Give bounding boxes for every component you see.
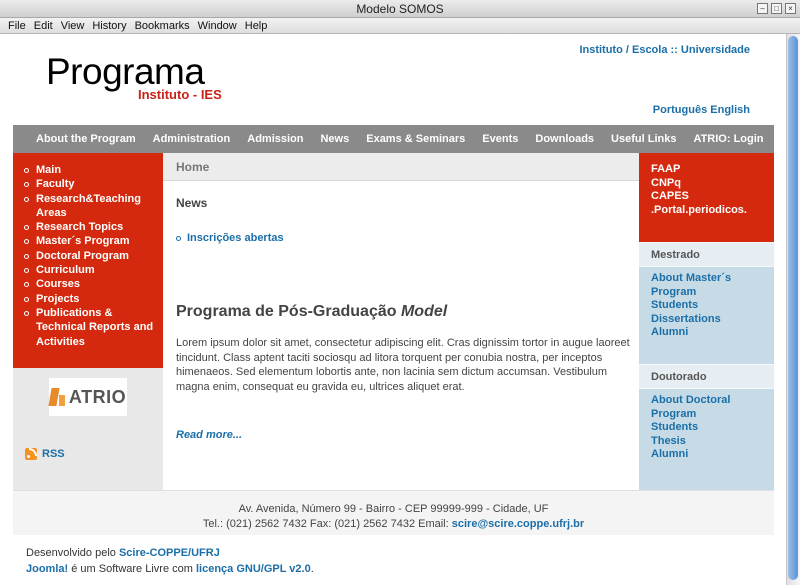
right-sidebar: [639, 153, 774, 490]
credits-line-2: [26, 561, 314, 577]
mestrado-heading: Mestrado: [639, 242, 774, 267]
menu-window[interactable]: Window: [197, 20, 237, 32]
left-menu-item[interactable]: [21, 220, 163, 234]
bullet-icon: [24, 182, 29, 187]
scrollbar-thumb[interactable]: [788, 36, 798, 580]
breadcrumb: Home: [163, 153, 639, 181]
doutorado-students-link[interactable]: Students: [651, 421, 699, 433]
credits-line-1: [26, 545, 314, 561]
left-menu-item[interactable]: [21, 306, 163, 349]
atrio-banner[interactable]: [49, 378, 127, 416]
left-menu-item[interactable]: [21, 177, 163, 191]
news-heading: News: [176, 196, 208, 210]
left-sidebar: [13, 153, 163, 490]
bullet-icon: [24, 254, 29, 259]
menu-edit[interactable]: Edit: [33, 20, 53, 32]
nav-news[interactable]: News: [320, 133, 350, 145]
bullet-icon: [24, 239, 29, 244]
bullet-icon: [24, 225, 29, 230]
bullet-icon: [176, 236, 181, 241]
read-more-link[interactable]: Read more...: [176, 429, 243, 441]
minimize-icon[interactable]: –: [757, 3, 768, 14]
nav-about-program[interactable]: About the Program: [36, 133, 136, 145]
doutorado-alumni-link[interactable]: Alumni: [651, 448, 689, 460]
credits-scire-link[interactable]: Scire-COPPE/UFRJ: [118, 547, 220, 559]
main-nav: [13, 125, 774, 153]
menubar: [0, 18, 800, 34]
page-footer: [13, 490, 774, 535]
bullet-icon: [24, 282, 29, 287]
atrio-logo-text: ATRIO: [68, 386, 127, 407]
rss-link[interactable]: RSS: [42, 448, 65, 460]
bullet-icon: [24, 297, 29, 302]
left-menu-item[interactable]: [21, 234, 163, 248]
doutorado-links: [639, 389, 774, 462]
link-universidade[interactable]: Universidade: [680, 44, 750, 56]
menu-help[interactable]: Help: [244, 20, 268, 32]
mestrado-links: [639, 267, 774, 340]
doutorado-about-link[interactable]: About Doctoral Program: [651, 394, 731, 420]
credits-license-text: é um Software Livre com: [71, 563, 193, 575]
left-menu: [13, 153, 163, 368]
rss-feed: [25, 448, 65, 460]
browser-viewport: [0, 34, 800, 585]
nav-downloads[interactable]: Downloads: [535, 133, 595, 145]
bullet-icon: [24, 197, 29, 202]
menu-view[interactable]: View: [60, 20, 85, 32]
article-body: Lorem ipsum dolor sit amet, consectetur adipiscing elit. Cras dignissim tortor in augue laoreet tincidunt. Class aptent taciti sociosqu ad litora torquent per conubia nostra, per inceptos himenaeos. Sed elementum lobortis ante, non lacinia sem dictum accumsan. Vestibulum magna enim, consequat eu gravida eu, ultrices aliquet erat.: [176, 337, 630, 393]
link-separator: ::: [670, 44, 678, 56]
left-menu-item[interactable]: [21, 192, 163, 221]
left-menu-label: Courses: [36, 278, 81, 291]
left-menu-item[interactable]: [21, 163, 163, 177]
article-title-emphasis: Model: [400, 303, 448, 320]
close-icon[interactable]: ×: [785, 3, 796, 14]
bullet-icon: [24, 168, 29, 173]
atrio-logo-icon: [50, 386, 66, 408]
news-list-item: [176, 232, 284, 244]
nav-events[interactable]: Events: [482, 133, 519, 145]
news-link[interactable]: Inscrições abertas: [187, 232, 284, 244]
footer-address: Av. Avenida, Número 99 - Bairro - CEP 99999-999 - Cidade, UF: [238, 503, 549, 515]
left-menu-label: Research Topics: [36, 221, 124, 234]
mestrado-about-link[interactable]: About Master´s Program: [651, 272, 732, 298]
left-menu-item[interactable]: [21, 249, 163, 263]
bullet-icon: [24, 268, 29, 273]
site-credits: [26, 545, 314, 577]
logo-subtitle: Instituto - IES: [138, 87, 222, 102]
footer-email-link[interactable]: scire@scire.coppe.ufrj.br: [451, 518, 585, 530]
mestrado-students-link[interactable]: Students: [651, 299, 699, 311]
partner-link-periodicos[interactable]: .Portal.periodicos.: [651, 203, 747, 216]
nav-admission[interactable]: Admission: [247, 133, 304, 145]
left-menu-label: Projects: [36, 292, 80, 305]
link-instituto-escola[interactable]: Instituto / Escola: [579, 44, 668, 56]
menu-file[interactable]: File: [8, 20, 26, 32]
menu-bookmarks[interactable]: Bookmarks: [134, 20, 190, 32]
footer-contact-text: Tel.: (021) 2562 7432 Fax: (021) 2562 7432 Email:: [202, 518, 449, 530]
left-menu-label: Main: [36, 164, 62, 176]
nav-administration[interactable]: Administration: [152, 133, 231, 145]
window-title: Modelo SOMOS: [356, 2, 444, 16]
logo-title: Programa: [46, 51, 205, 92]
left-menu-label: Curriculum: [36, 264, 95, 277]
bullet-icon: [24, 311, 29, 316]
article-title-text: Programa de Pós-Graduação: [176, 303, 397, 320]
left-menu-label: Research&Teaching Areas: [36, 192, 141, 219]
vertical-scrollbar[interactable]: [786, 34, 800, 585]
nav-exams-seminars[interactable]: Exams & Seminars: [366, 133, 466, 145]
doutorado-thesis-link[interactable]: Thesis: [651, 434, 686, 447]
rss-icon[interactable]: [25, 448, 37, 460]
mestrado-alumni-link[interactable]: Alumni: [651, 326, 689, 338]
lang-portugues[interactable]: Português: [652, 104, 708, 116]
site-logo[interactable]: [46, 51, 222, 102]
main-content: [163, 153, 639, 478]
left-menu-label: Master´s Program: [36, 235, 130, 248]
left-menu-item[interactable]: [21, 292, 163, 306]
menu-history[interactable]: History: [92, 20, 127, 32]
window-titlebar: [0, 0, 800, 18]
left-menu-label: Faculty: [36, 178, 75, 191]
lang-english[interactable]: English: [710, 104, 750, 116]
partner-link-cnpq[interactable]: CNPq: [651, 176, 681, 189]
footer-contact: [13, 517, 774, 532]
nav-useful-links[interactable]: Useful Links: [611, 133, 677, 145]
credits-joomla-link[interactable]: Joomla!: [26, 563, 69, 575]
nav-atrio-login[interactable]: ATRIO: Login: [693, 133, 764, 145]
credits-dev-text: Desenvolvido pelo: [26, 547, 116, 559]
partner-link-capes[interactable]: CAPES: [651, 190, 689, 202]
partner-links: [639, 153, 774, 242]
language-switcher: [653, 104, 750, 116]
article-title: [176, 303, 447, 321]
mestrado-dissertations-link[interactable]: Dissertations: [651, 312, 721, 325]
left-menu-label: Publications & Technical Reports and Activities: [36, 306, 154, 348]
credits-period: .: [310, 563, 314, 575]
left-menu-item[interactable]: [21, 277, 163, 291]
left-menu-label: Doctoral Program: [36, 249, 129, 262]
maximize-icon[interactable]: □: [771, 3, 782, 14]
institution-links: [579, 44, 750, 56]
doutorado-heading: Doutorado: [639, 364, 774, 389]
web-page: [13, 34, 774, 585]
credits-gpl-link[interactable]: licença GNU/GPL v2.0: [195, 563, 311, 575]
partner-link-faap[interactable]: FAAP: [651, 163, 681, 175]
left-menu-item[interactable]: [21, 263, 163, 277]
doutorado-section: [639, 364, 774, 462]
